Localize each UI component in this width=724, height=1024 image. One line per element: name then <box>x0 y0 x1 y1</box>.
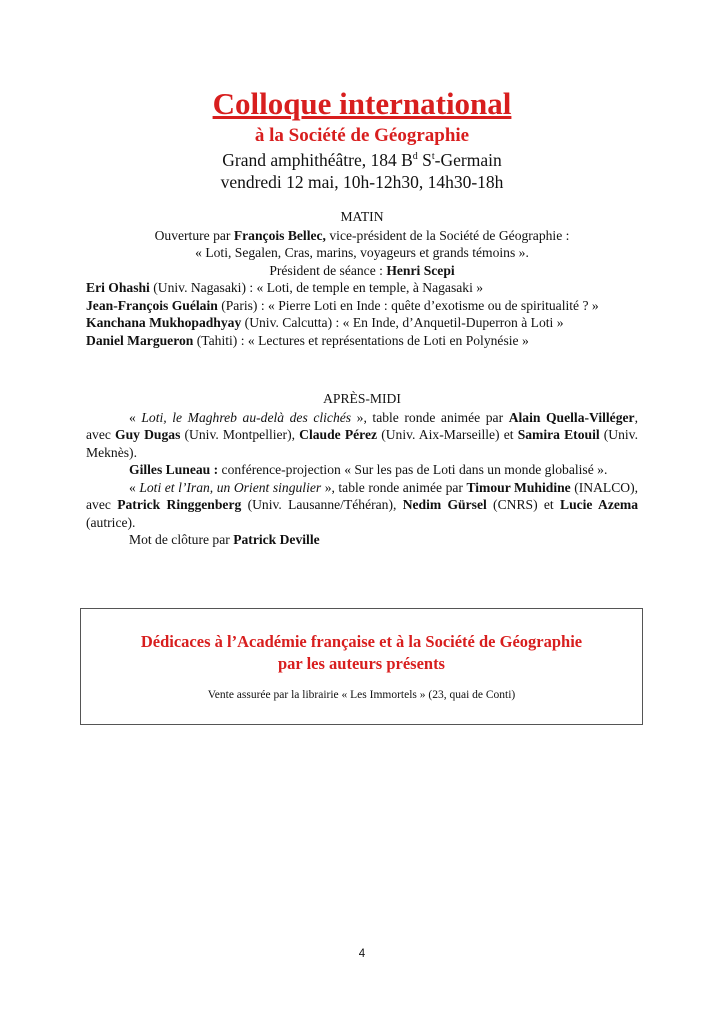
talk-item: Daniel Margueron (Tahiti) : « Lectures et représentations de Loti en Polynésie » <box>86 332 529 348</box>
talk-item: Eri Ohashi (Univ. Nagasaki) : « Loti, de temple en temple, à Nagasaki » <box>86 280 484 295</box>
page-title: Colloque international <box>212 86 512 121</box>
chair-line: Président de séance : Henri Scepi <box>269 262 455 278</box>
subtitle: à la Société de Géographie <box>254 125 470 146</box>
talk-item: Jean-François Guélain (Paris) : « Pierre Loti en Inde : quête d’exotisme ou de spiritualité ? » <box>86 297 599 313</box>
opening-line: Ouverture par François Bellec, vice-président de la Société de Géographie : <box>154 227 570 243</box>
date-line: vendredi 12 mai, 10h-12h30, 14h30-18h <box>220 172 504 192</box>
bookseller-note: Vente assurée par la librairie « Les Immortels » (23, quai de Conti) <box>207 689 516 701</box>
talk-item: Kanchana Mukhopadhyay (Univ. Calcutta) : « En Inde, d’Anquetil-Duperron à Loti » <box>86 315 564 330</box>
opening-title: « Loti, Segalen, Cras, marins, voyageurs et grands témoins ». <box>195 245 529 260</box>
closing-remarks: Mot de clôture par Patrick Deville <box>129 532 320 547</box>
afternoon-heading: APRÈS-MIDI <box>323 391 401 406</box>
roundtable-iran: « Loti et l’Iran, un Orient singulier », table ronde animée par Timour Muhidine (INALCO), avec Patrick Ringgenberg (Univ. Lausanne/Téhéran), Nedim Gürsel (CNRS) et Lucie Azema (autrice). <box>86 479 639 530</box>
page-number: 4 <box>358 948 366 960</box>
conference-projection: Gilles Luneau : conférence-projection « Sur les pas de Loti dans un monde globalisé ». <box>129 462 608 477</box>
morning-heading: MATIN <box>340 209 384 224</box>
roundtable-maghreb: « Loti, le Maghreb au-delà des clichés », table ronde animée par Alain Quella-Villéger, avec Guy Dugas (Univ. Montpellier), Claude Pérez (Univ. Aix-Marseille) et Samira Etouil (Univ. Meknès). <box>86 409 638 460</box>
venue-line: Grand amphithéâtre, 184 $B^d$ $S^t$-Germain <box>222 150 502 170</box>
dedication-title: Dédicaces à l’Académie française et à la Société de Géographie par les auteurs présents <box>140 632 583 673</box>
dedication-box <box>80 608 643 725</box>
afternoon-section <box>86 390 638 549</box>
morning-section <box>86 208 638 349</box>
